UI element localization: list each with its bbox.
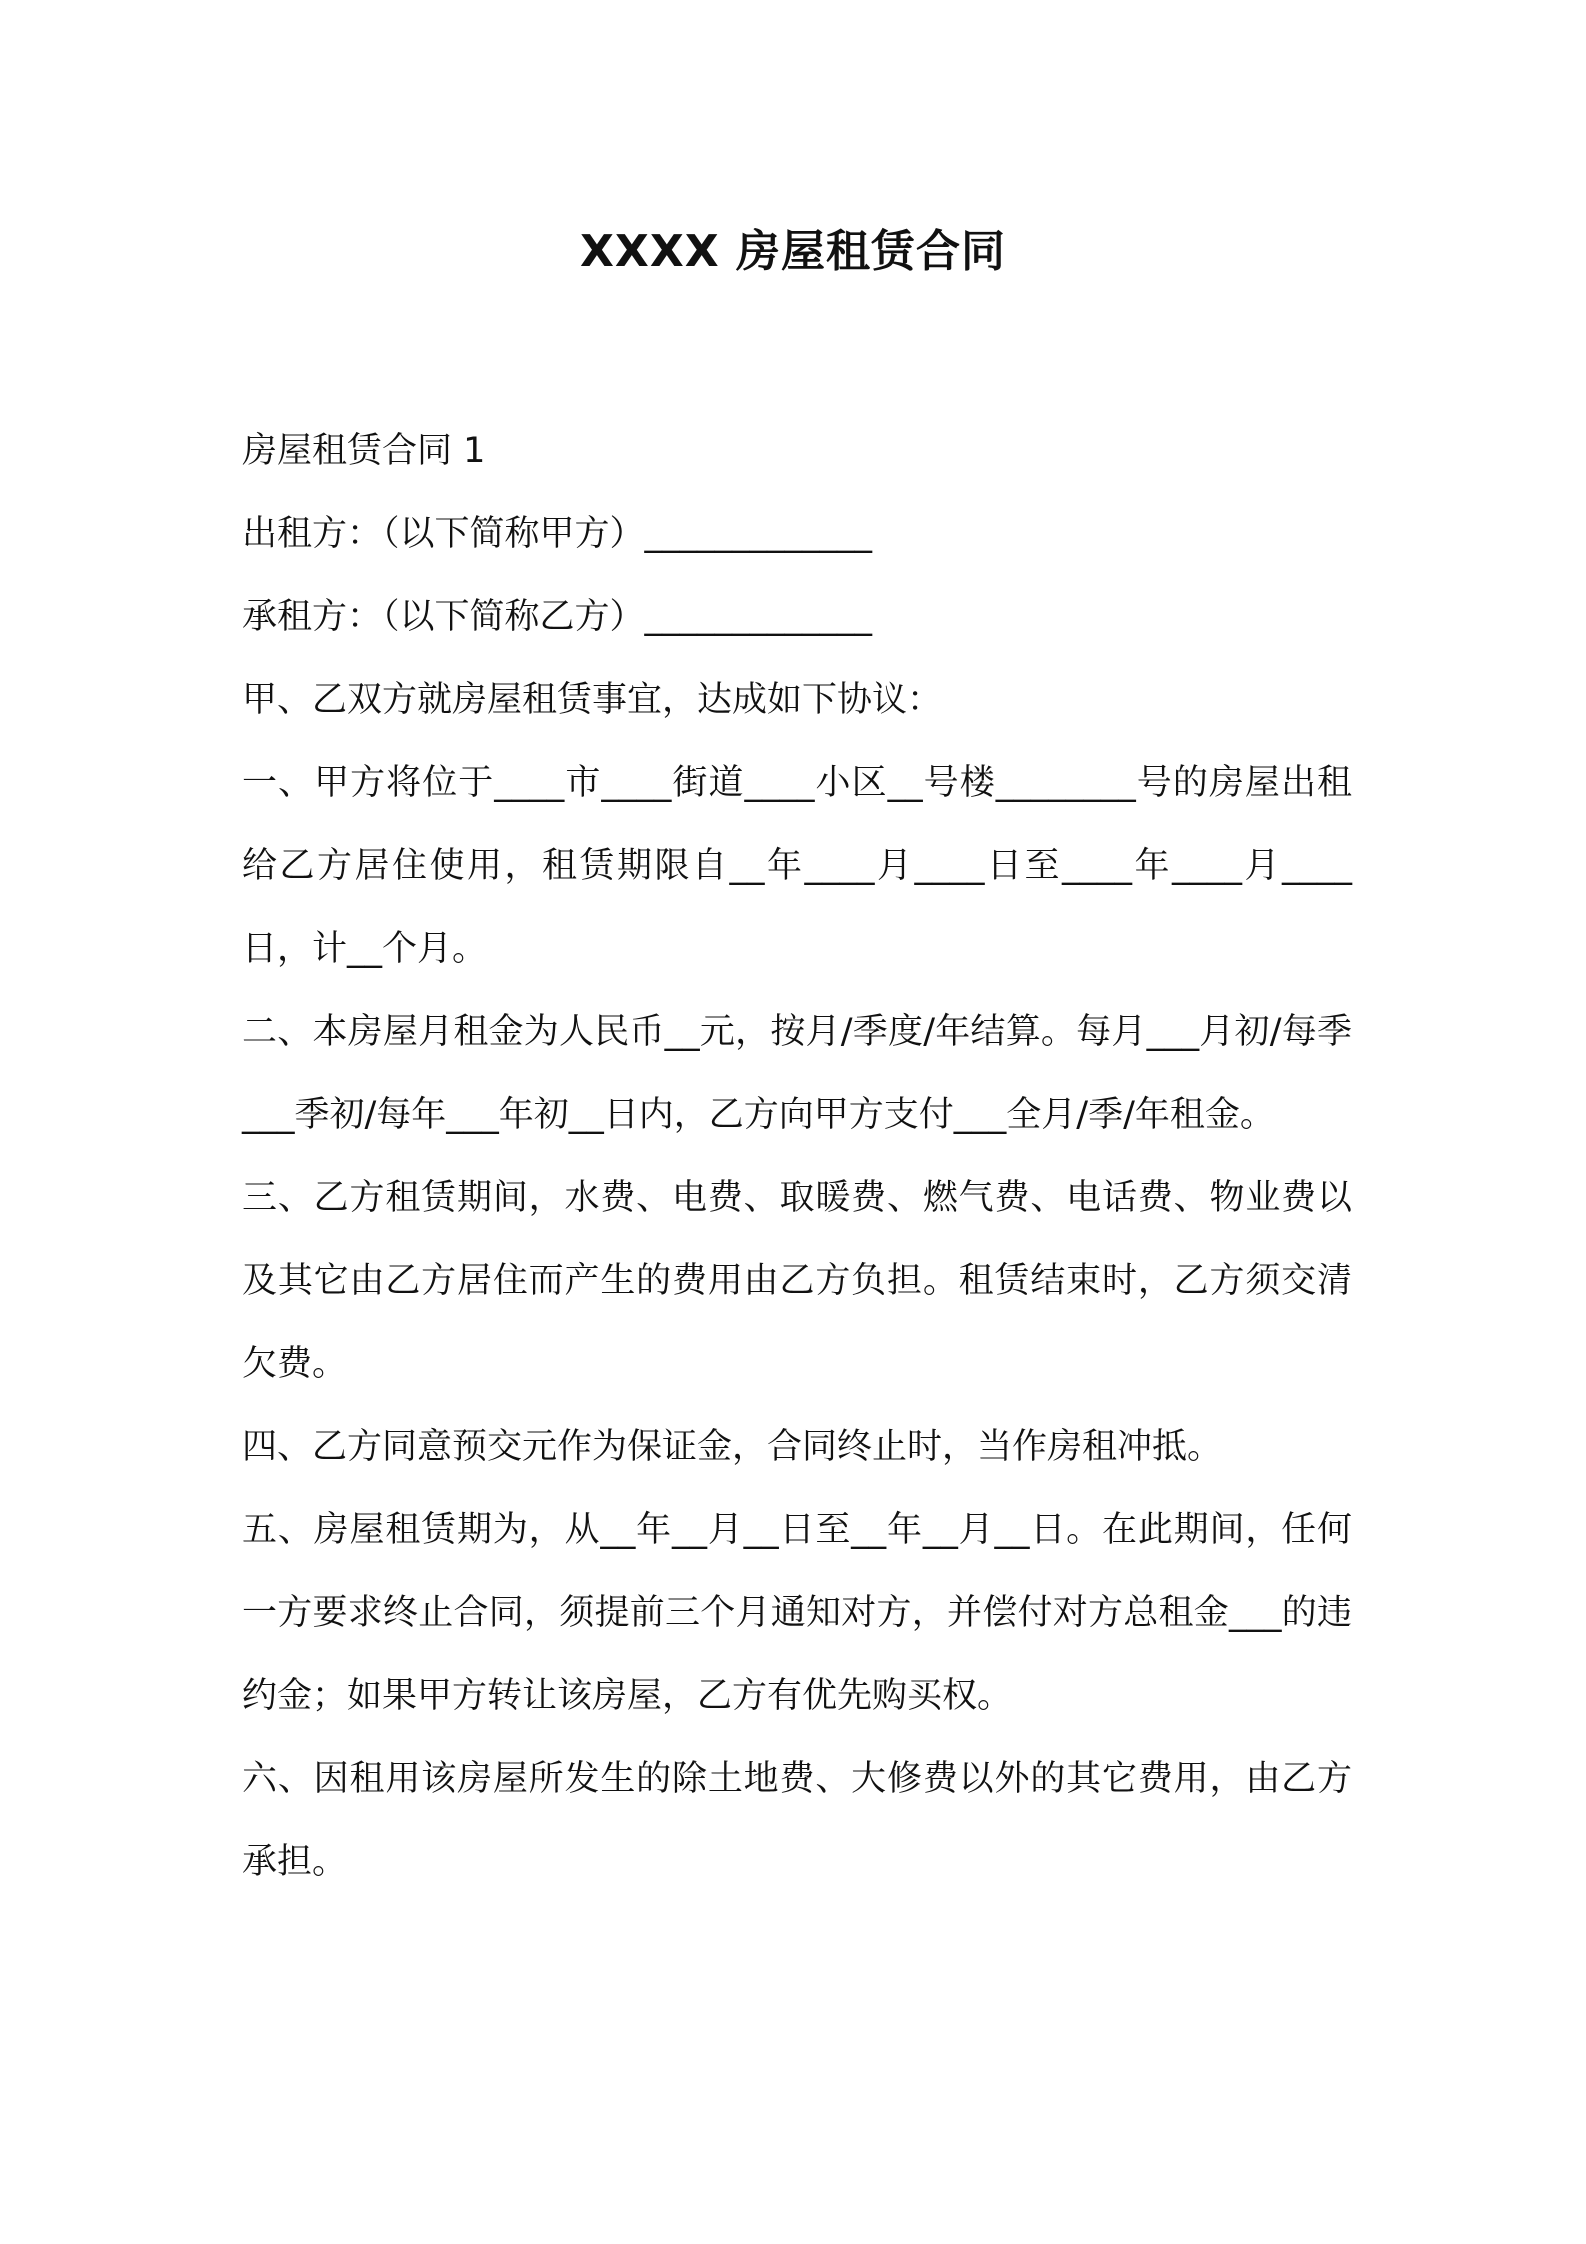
document-title: XXXX 房屋租赁合同	[579, 226, 1006, 277]
clause-5: 五、房屋租赁期为，从__年__月__日至__年__月__日。在此期间，任何一方要求终止合同，须提前三个月通知对方，并偿付对方总租金___的违约金；如果甲方转让该房屋，乙方有优先购买权。	[242, 1510, 1352, 1716]
lessor-line: 出租方：（以下简称甲方）_____________	[242, 514, 873, 554]
lessee-line: 承租方：（以下简称乙方）_____________	[242, 597, 873, 637]
section-heading: 房屋租赁合同 1	[242, 431, 486, 471]
document-body	[242, 410, 1352, 1904]
agreement-intro: 甲、乙双方就房屋租赁事宜，达成如下协议：	[242, 680, 943, 720]
clause-2: 二、本房屋月租金为人民币__元，按月/季度/年结算。每月___月初/每季___季初/每年___年初__日内，乙方向甲方支付___全月/季/年租金。	[242, 1012, 1352, 1135]
clause-3: 三、乙方租赁期间，水费、电费、取暖费、燃气费、电话费、物业费以及其它由乙方居住而产生的费用由乙方负担。租赁结束时，乙方须交清欠费。	[242, 1178, 1352, 1384]
clause-6: 六、因租用该房屋所发生的除土地费、大修费以外的其它费用，由乙方承担。	[242, 1759, 1352, 1882]
clause-1: 一、甲方将位于____市____街道____小区__号楼________号的房屋出租给乙方居住使用，租赁期限自__年____月____日至____年____月____日，计__个月。	[242, 763, 1352, 969]
clause-4: 四、乙方同意预交元作为保证金，合同终止时，当作房租冲抵。	[242, 1427, 1223, 1467]
